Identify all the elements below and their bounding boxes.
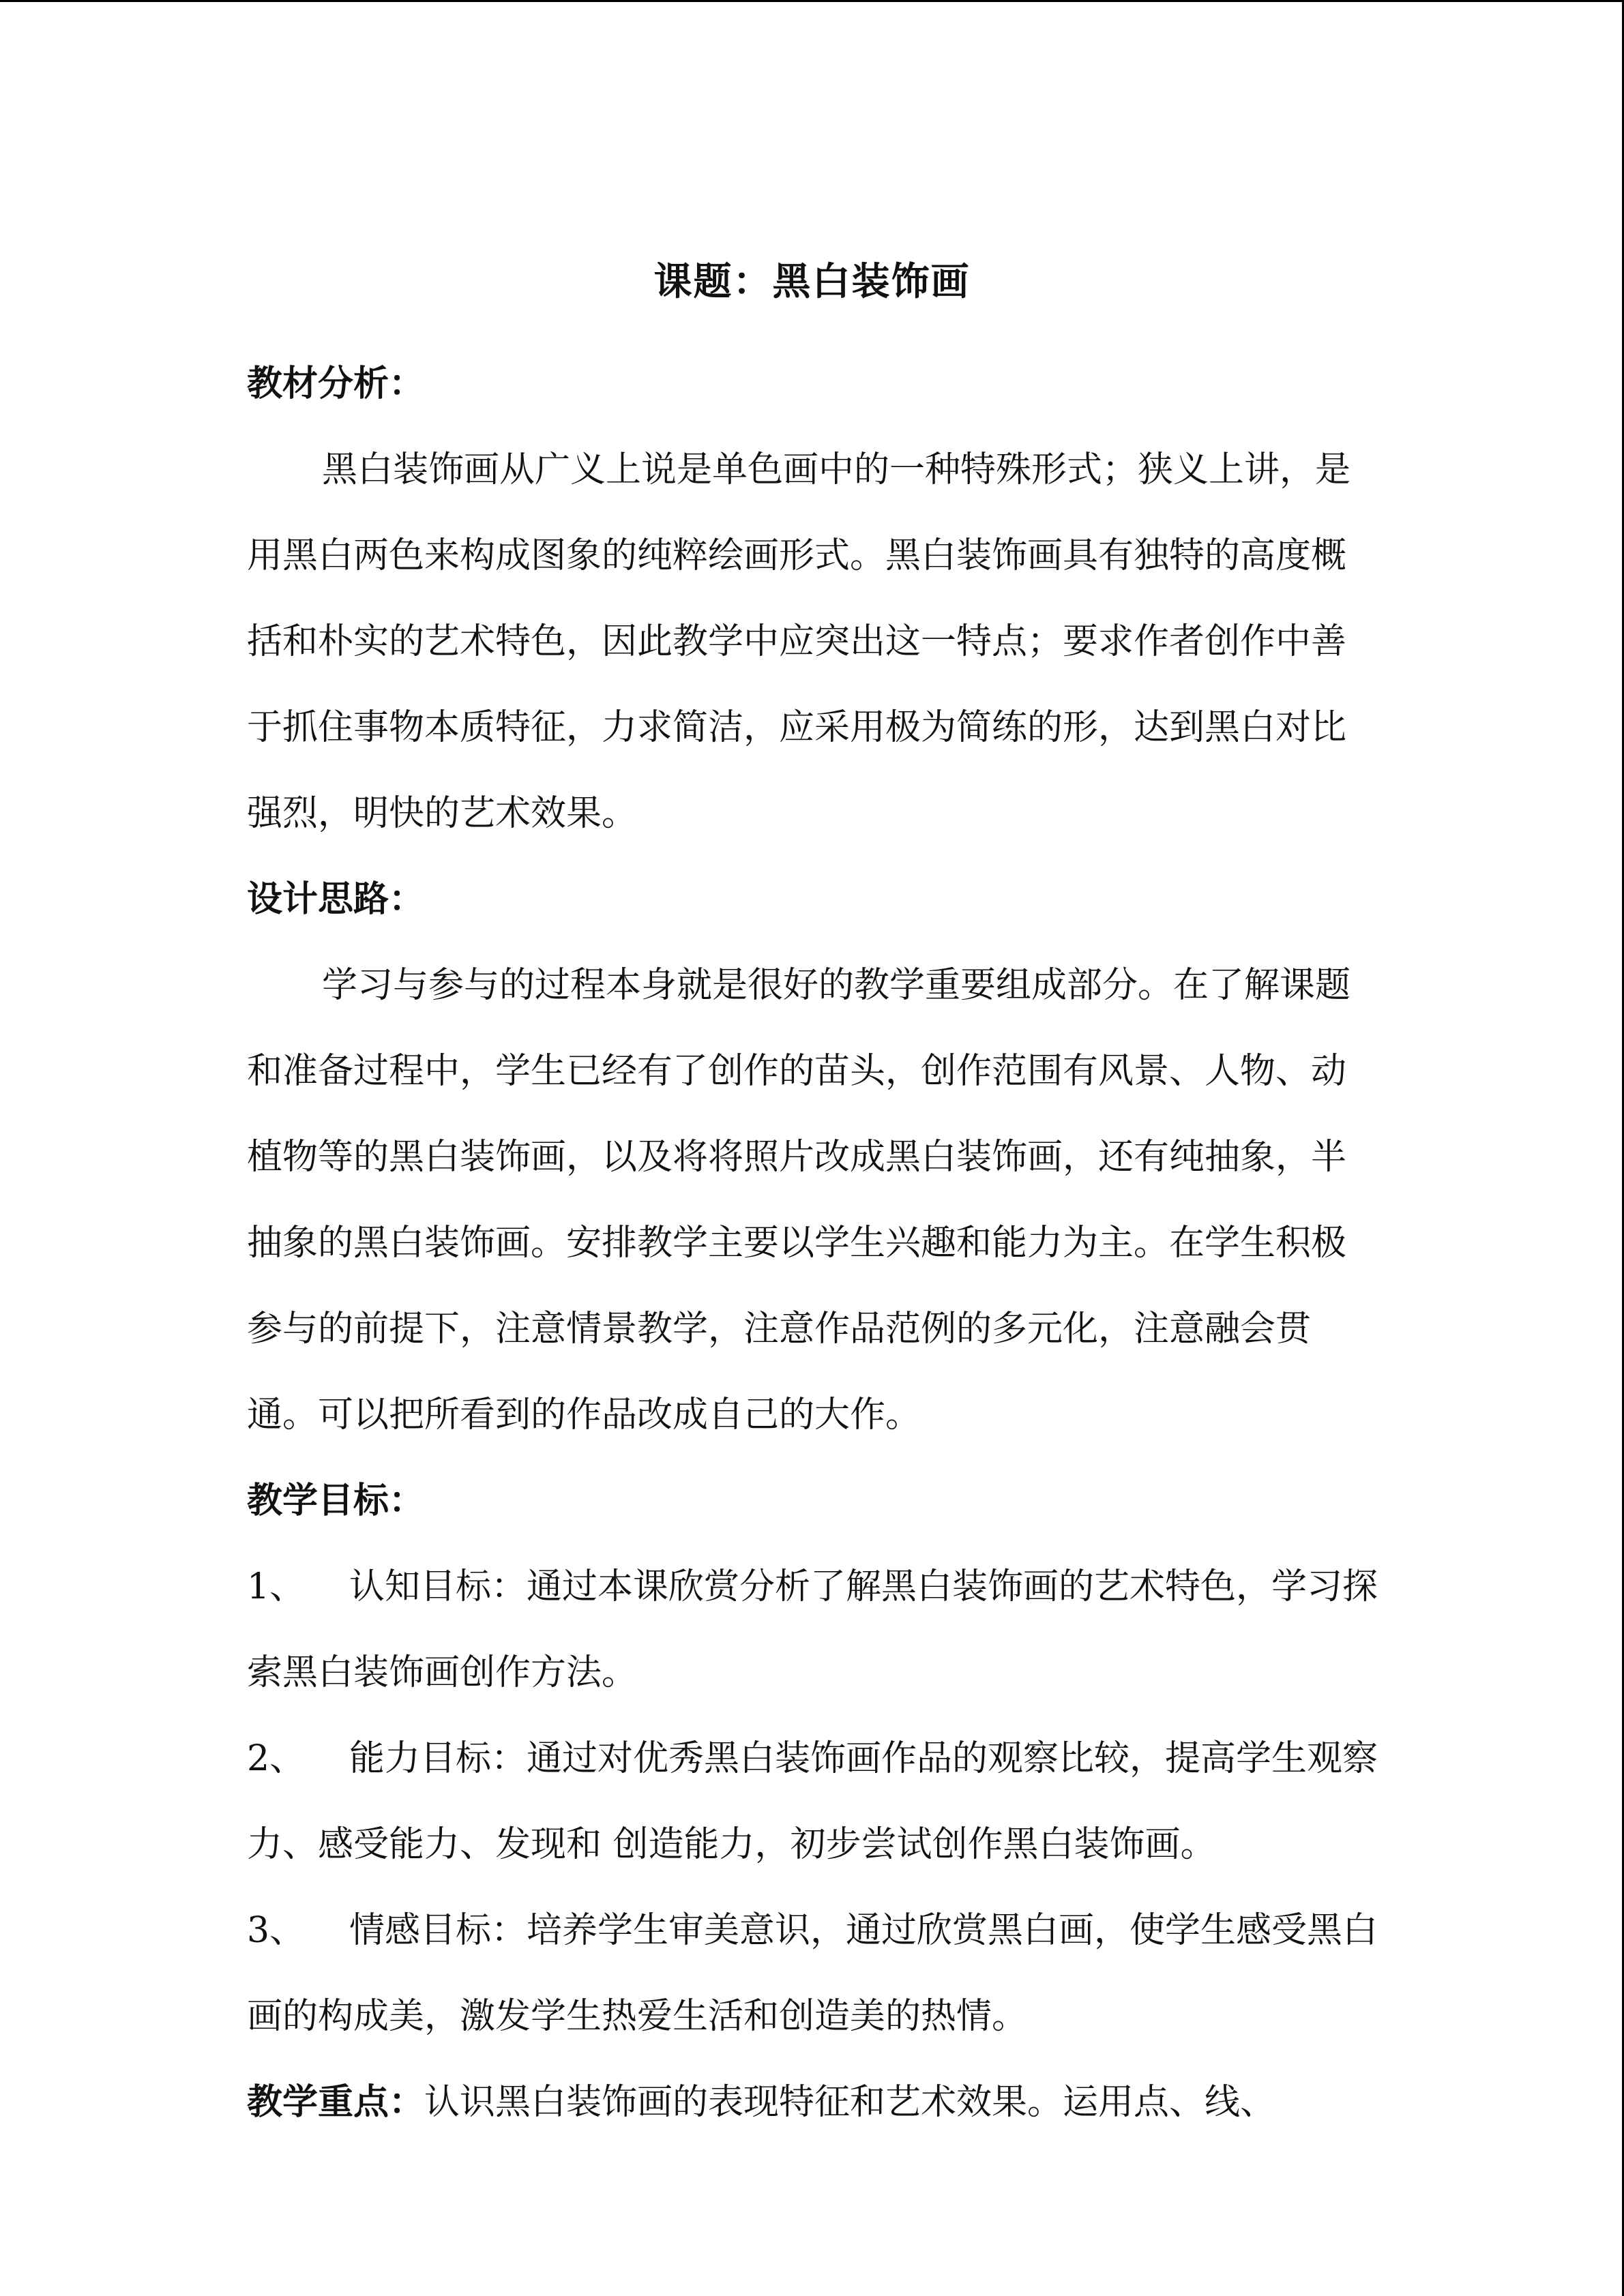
goal-text: 认知目标：通过本课欣赏分析了解黑白装饰画的艺术特色，学习探索黑白装饰画创作方法。: [247, 1566, 1378, 1693]
key-points-label: 教学重点：: [247, 2081, 425, 2123]
document-body: [247, 341, 1379, 2145]
design-paragraph: 学习与参与的过程本身就是很好的教学重要组成部分。在了解课题和准备过程中，学生已经有了创作的苗头，创作范围有风景、人物、动植物等的黑白装饰画，以及将将照片改成黑白装饰画，还有纯抽象，半抽象的黑白装饰画。安排教学主要以学生兴趣和能力为主。在学生积极参与的前提下，注意情景教学，注意作品范例的多元化，注意融会贯通。可以把所看到的作品改成自己的大作。: [247, 965, 1351, 1435]
goal-number: 3、: [247, 1910, 306, 1951]
goal-item-3: [247, 1888, 1379, 2059]
goals-heading: 教学目标：: [247, 1480, 425, 1521]
goal-item-1: [247, 1544, 1379, 1716]
page-title: 课题：黑白装饰画: [653, 259, 971, 304]
analysis-heading: 教材分析：: [247, 363, 425, 404]
key-points-text: 认识黑白装饰画的表现特征和艺术效果。运用点、线、: [424, 2082, 1276, 2123]
goal-number: 2、: [247, 1738, 306, 1779]
goal-text: 能力目标：通过对优秀黑白装饰画作品的观察比较，提高学生观察力、感受能力、发现和 创造能力，初步尝试创作黑白装饰画。: [247, 1738, 1378, 1865]
page-border-top: [0, 0, 1624, 2]
goal-text: 情感目标：培养学生审美意识，通过欣赏黑白画，使学生感受黑白画的构成美，激发学生热爱生活和创造美的热情。: [247, 1910, 1378, 2037]
goal-item-2: [247, 1716, 1379, 1888]
analysis-paragraph: 黑白装饰画从广义上说是单色画中的一种特殊形式；狭义上讲，是用黑白两色来构成图象的纯粹绘画形式。黑白装饰画具有独特的高度概括和朴实的艺术特色，因此教学中应突出这一特点；要求作者创作中善于抓住事物本质特征，力求简洁，应采用极为简练的形，达到黑白对比强烈，明快的艺术效果。: [247, 449, 1351, 834]
key-points-paragraph: [247, 2059, 1379, 2145]
goal-number: 1、: [247, 1566, 306, 1607]
design-heading: 设计思路：: [247, 878, 425, 920]
